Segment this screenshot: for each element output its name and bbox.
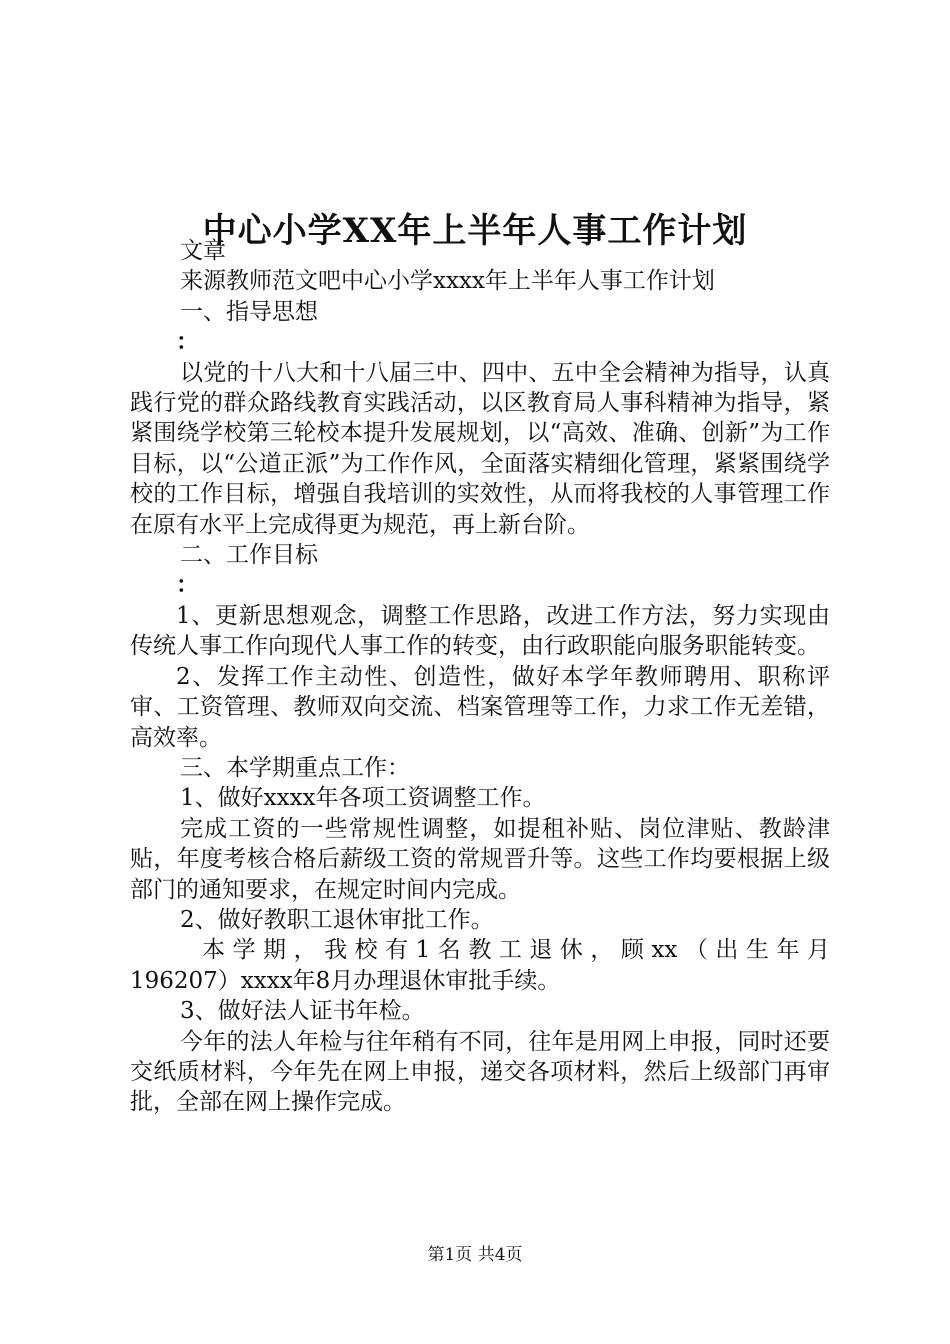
paragraph-legal-certificate: 今年的法人年检与往年稍有不同，往年是用网上申报，同时还要交纸质材料，今年先在网上申报，递交各项材料，然后上级部门再审批，全部在网上操作完成。 <box>130 1028 830 1116</box>
section-colon-2: ： <box>176 571 199 599</box>
paragraph-goal-1: 1、更新思想观念，调整工作思路，改进工作方法，努力实现由传统人事工作向现代人事工作的转变，由行政职能向服务职能转变。 <box>130 602 830 660</box>
paragraph-wage-adjustment: 完成工资的一些常规性调整，如提租补贴、岗位津贴、教龄津贴，年度考核合格后薪级工资的常规晋升等。这些工作均要根据上级部门的通知要求，在规定时间内完成。 <box>130 815 830 903</box>
source-line-2: 来源教师范文吧中心小学xxxx年上半年人事工作计划 <box>180 268 715 295</box>
section-heading-1: 一、指导思想 <box>180 298 318 325</box>
subheading-legal-certificate: 3、做好法人证书年检。 <box>180 998 425 1025</box>
paragraph-guiding-thought: 以党的十八大和十八届三中、四中、五中全会精神为指导，认真践行党的群众路线教育实践活动，以区教育局人事科精神为指导，紧紧围绕学校第三轮校本提升发展规划，以“高效、准确、创新”为工作目标，以“公道正派”为工作作风，全面落实精细化管理，紧紧围绕学校的工作目标，增强自我培训的实效性，从而将我校的人事管理工作在原有水平上完成得更为规范，再上新台阶。 <box>130 359 830 538</box>
section-heading-2: 二、工作目标 <box>180 542 318 569</box>
page-footer: 第1页 共4页 <box>427 1245 523 1265</box>
section-colon-1: ： <box>176 328 199 356</box>
paragraph-retirement-line-1: 本学期，我校有1名教工退休，顾xx（出生年月 <box>202 937 830 964</box>
source-line-1: 文章 <box>180 238 226 264</box>
paragraph-retirement-line-2: 196207）xxxx年8月办理退休审批手续。 <box>130 967 561 994</box>
paragraph-goal-2: 2、发挥工作主动性、创造性，做好本学年教师聘用、职称评审、工资管理、教师双向交流、档案管理等工作，力求工作无差错，高效率。 <box>130 663 830 751</box>
document-body <box>130 236 830 1118</box>
section-heading-3: 三、本学期重点工作： <box>180 754 410 781</box>
document-title: 中心小学XX年上半年人事工作计划 <box>202 210 748 251</box>
subheading-wage-adjustment: 1、做好xxxx年各项工资调整工作。 <box>180 785 546 812</box>
subheading-retirement: 2、做好教职工退休审批工作。 <box>180 906 494 933</box>
